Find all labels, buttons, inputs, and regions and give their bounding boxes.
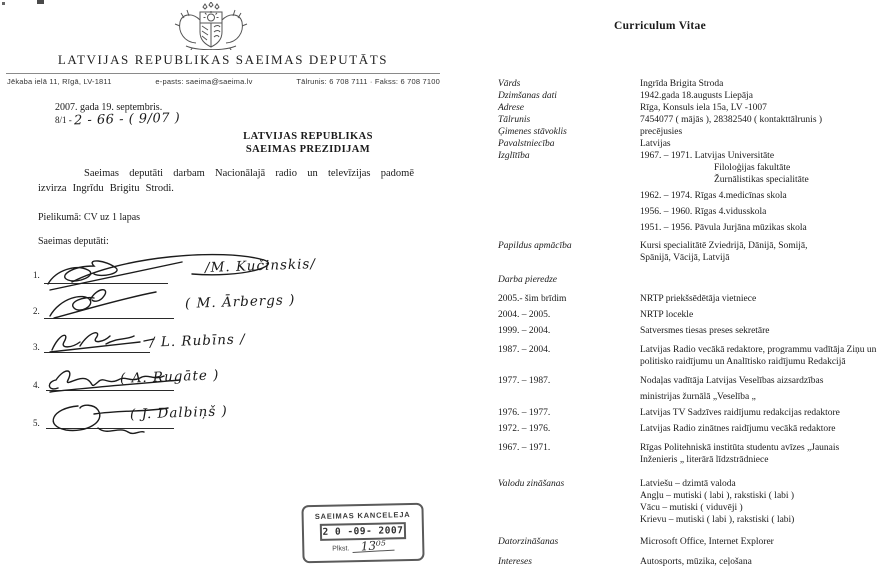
cv-row	[498, 90, 883, 102]
signature-number: 1.	[33, 270, 40, 280]
signature-scrawl-icon	[44, 326, 164, 356]
attachment-note: Pielikumā: CV uz 1 lapas	[38, 212, 141, 223]
letterhead-title: LATVIJAS REPUBLIKAS SAEIMAS DEPUTĀTS	[57, 52, 389, 67]
experience-period: 2004. – 2005.	[498, 310, 551, 320]
signature-number: 4.	[33, 380, 40, 390]
experience-period: 1976. – 1977.	[498, 408, 551, 418]
stamp-time-value: 13⁰⁵	[352, 540, 395, 553]
cv-education-row	[498, 150, 883, 234]
signature-name: ( A. Rugāte )	[119, 367, 220, 387]
experience-description	[640, 344, 883, 368]
cv-value	[640, 240, 883, 264]
cv-row	[498, 102, 883, 114]
cv-languages-row	[498, 478, 883, 526]
letter-reference-number	[55, 112, 180, 127]
cv-title: Curriculum Vitae	[614, 20, 706, 32]
reference-typed: 8/1 -	[55, 115, 72, 125]
letter-body: Saeimas deputāti darbam Nacionālajā radio un televīzijas padomē izvirza Ingrīdu Brigitu Strodi.	[38, 168, 414, 194]
education-line: 1956. – 1960. Rīgas 4.vidusskola	[640, 207, 767, 217]
cv-value	[640, 478, 883, 526]
experience-period: 1999. – 2004.	[498, 326, 551, 336]
signature-number: 2.	[33, 306, 40, 316]
cv-value: Microsoft Office, Internet Explorer	[640, 537, 774, 547]
experience-line: Latvijas Radio vecākā redaktore, programmu vadītāja Ziņu un	[640, 345, 877, 355]
language-line: Latviešu – dzimtā valoda	[640, 479, 736, 489]
cv-computer-row	[498, 536, 883, 548]
signature-number: 3.	[33, 342, 40, 352]
cv-label: Ģimenes stāvoklis	[498, 127, 567, 137]
cv-experience-row	[498, 309, 883, 321]
cv-experience-row	[498, 325, 883, 337]
stamp-date: 2 0 -09- 2007	[320, 522, 406, 541]
experience-description: NRTP locekle	[640, 310, 694, 320]
experience-line: Rīgas Politehniskā institūta studentu avīzes „Jaunais	[640, 443, 840, 453]
recipient-block	[226, 130, 390, 156]
language-line: Vācu – mutiski ( viduvēji )	[640, 503, 743, 513]
cv-value: 7454077 ( mājās ), 28382540 ( kontakttālrunis )	[640, 115, 823, 125]
signature-name: ( M. Ārbergs )	[184, 292, 296, 312]
letterhead-contacts	[7, 77, 440, 86]
recipient-line-1: LATVIJAS REPUBLIKAS	[243, 131, 373, 142]
cv-row	[498, 138, 883, 150]
cv-interests-row	[498, 556, 883, 568]
cv-page	[460, 0, 893, 569]
coat-of-arms-icon	[172, 2, 250, 50]
cv-label: Papildus apmācība	[498, 241, 572, 251]
letter-page	[0, 0, 446, 569]
cv-experience-row	[498, 423, 883, 435]
signers-label: Saeimas deputāti:	[38, 236, 109, 247]
experience-period: 1987. – 2004.	[498, 345, 551, 355]
recipient-line-2: SAEIMAS PREZIDIJAM	[245, 144, 371, 155]
cv-experience-row	[498, 407, 883, 419]
experience-description: Latvijas Radio zinātnes raidījumu vecākā redaktore	[640, 424, 836, 434]
cv-value: 1942.gada 18.augusts Liepāja	[640, 91, 753, 101]
experience-description	[640, 442, 883, 466]
cv-label: Datorzināšanas	[498, 537, 559, 547]
experience-line: politisko raidījumu un Analītisko raidījumu Redakcijā	[640, 357, 846, 367]
letterhead-address: Jēkaba ielā 11, Rīgā, LV-1811	[7, 77, 112, 86]
experience-description: Satversmes tiesas preses sekretāre	[640, 326, 770, 336]
cv-value	[640, 150, 883, 234]
cv-label: Adrese	[498, 103, 525, 113]
cv-training-row	[498, 240, 883, 264]
signature-name: ( J. Dalbiņš )	[129, 403, 229, 423]
cv-label: Tālrunis	[498, 115, 531, 125]
cv-label: Vārds	[498, 79, 521, 89]
stamp-title: SAEIMAS KANCELEJA	[314, 510, 411, 522]
stamp-time-label: Plkst.	[332, 545, 350, 553]
experience-line: ministrijas žurnālā „Veselība „	[640, 392, 756, 402]
experience-line: Nodaļas vadītāja Latvijas Veselības aizsardzības	[640, 376, 824, 386]
cv-value: Autosports, mūzika, ceļošana	[640, 557, 752, 567]
cv-label: Dzimšanas dati	[498, 91, 557, 101]
cv-value: precējusies	[640, 127, 683, 137]
cv-row	[498, 78, 883, 90]
experience-description: Latvijas TV Sadzīves raidījumu redakcijas redaktore	[640, 408, 840, 418]
cv-body	[498, 78, 883, 568]
language-line: Krievu – mutiski ( labi ), rakstiski ( labi)	[640, 515, 795, 525]
experience-period: 1967. – 1971.	[498, 443, 551, 453]
education-line: Žurnālistikas specialitāte	[714, 175, 809, 185]
cv-experience-row	[498, 344, 883, 368]
cv-label: Izglītība	[498, 151, 530, 161]
signature-name: /M. Kučinskis/	[204, 256, 317, 276]
registry-stamp	[301, 503, 424, 564]
experience-period: 1977. – 1987.	[498, 376, 551, 386]
cv-label: Pavalstniecība	[498, 139, 555, 149]
letterhead-email: e-pasts: saeima@saeima.lv	[155, 77, 253, 86]
cv-row	[498, 126, 883, 138]
cv-label: Valodu zināšanas	[498, 479, 565, 489]
cv-value: Latvijas	[640, 139, 671, 149]
cv-experience-heading: Darba pieredze	[498, 275, 558, 285]
letterhead-rule	[6, 73, 440, 74]
training-line: Kursi specialitātē Zviedrijā, Dānijā, Somijā,	[640, 241, 808, 251]
cv-value: Rīga, Konsuls iela 15a, LV -1007	[640, 103, 767, 113]
language-line: Angļu – mutiski ( labi ), rakstiski ( labi )	[640, 491, 795, 501]
cv-row	[498, 114, 883, 126]
reference-handwritten: 2 - 66 - ( 9/07 )	[73, 110, 181, 129]
education-line: Filoloģijas fakultāte	[714, 163, 791, 173]
experience-line: Inženieris „ literārā līdzstrādniece	[640, 455, 769, 465]
training-line: Spānijā, Vācijā, Latvijā	[640, 253, 730, 263]
cv-label: Intereses	[498, 557, 532, 567]
education-line: 1967. – 1971. Latvijas Universitāte	[640, 151, 775, 161]
letter-date: 2007. gada 19. septembris.	[55, 102, 163, 113]
signature-number: 5.	[33, 418, 40, 428]
cv-experience-row	[498, 375, 883, 403]
experience-description: NRTP priekšsēdētāja vietniece	[640, 294, 757, 304]
cv-experience-row	[498, 293, 883, 305]
education-line: 1951. – 1956. Pāvula Jurjāna mūzikas skola	[640, 223, 807, 233]
signature-name: / L. Rubīns /	[149, 331, 246, 351]
experience-period: 1972. – 1976.	[498, 424, 551, 434]
cv-value: Ingrīda Brigita Stroda	[640, 79, 724, 89]
experience-description	[640, 375, 883, 403]
stamp-time	[304, 540, 422, 553]
cv-experience-row	[498, 442, 883, 466]
experience-period: 2005.- šim brīdim	[498, 294, 567, 304]
education-line: 1962. – 1974. Rīgas 4.medicīnas skola	[640, 191, 787, 201]
letterhead-phone: Tālrunis: 6 708 7111 · Fakss: 6 708 7100	[296, 77, 440, 86]
signature-scrawl-icon	[44, 284, 184, 322]
